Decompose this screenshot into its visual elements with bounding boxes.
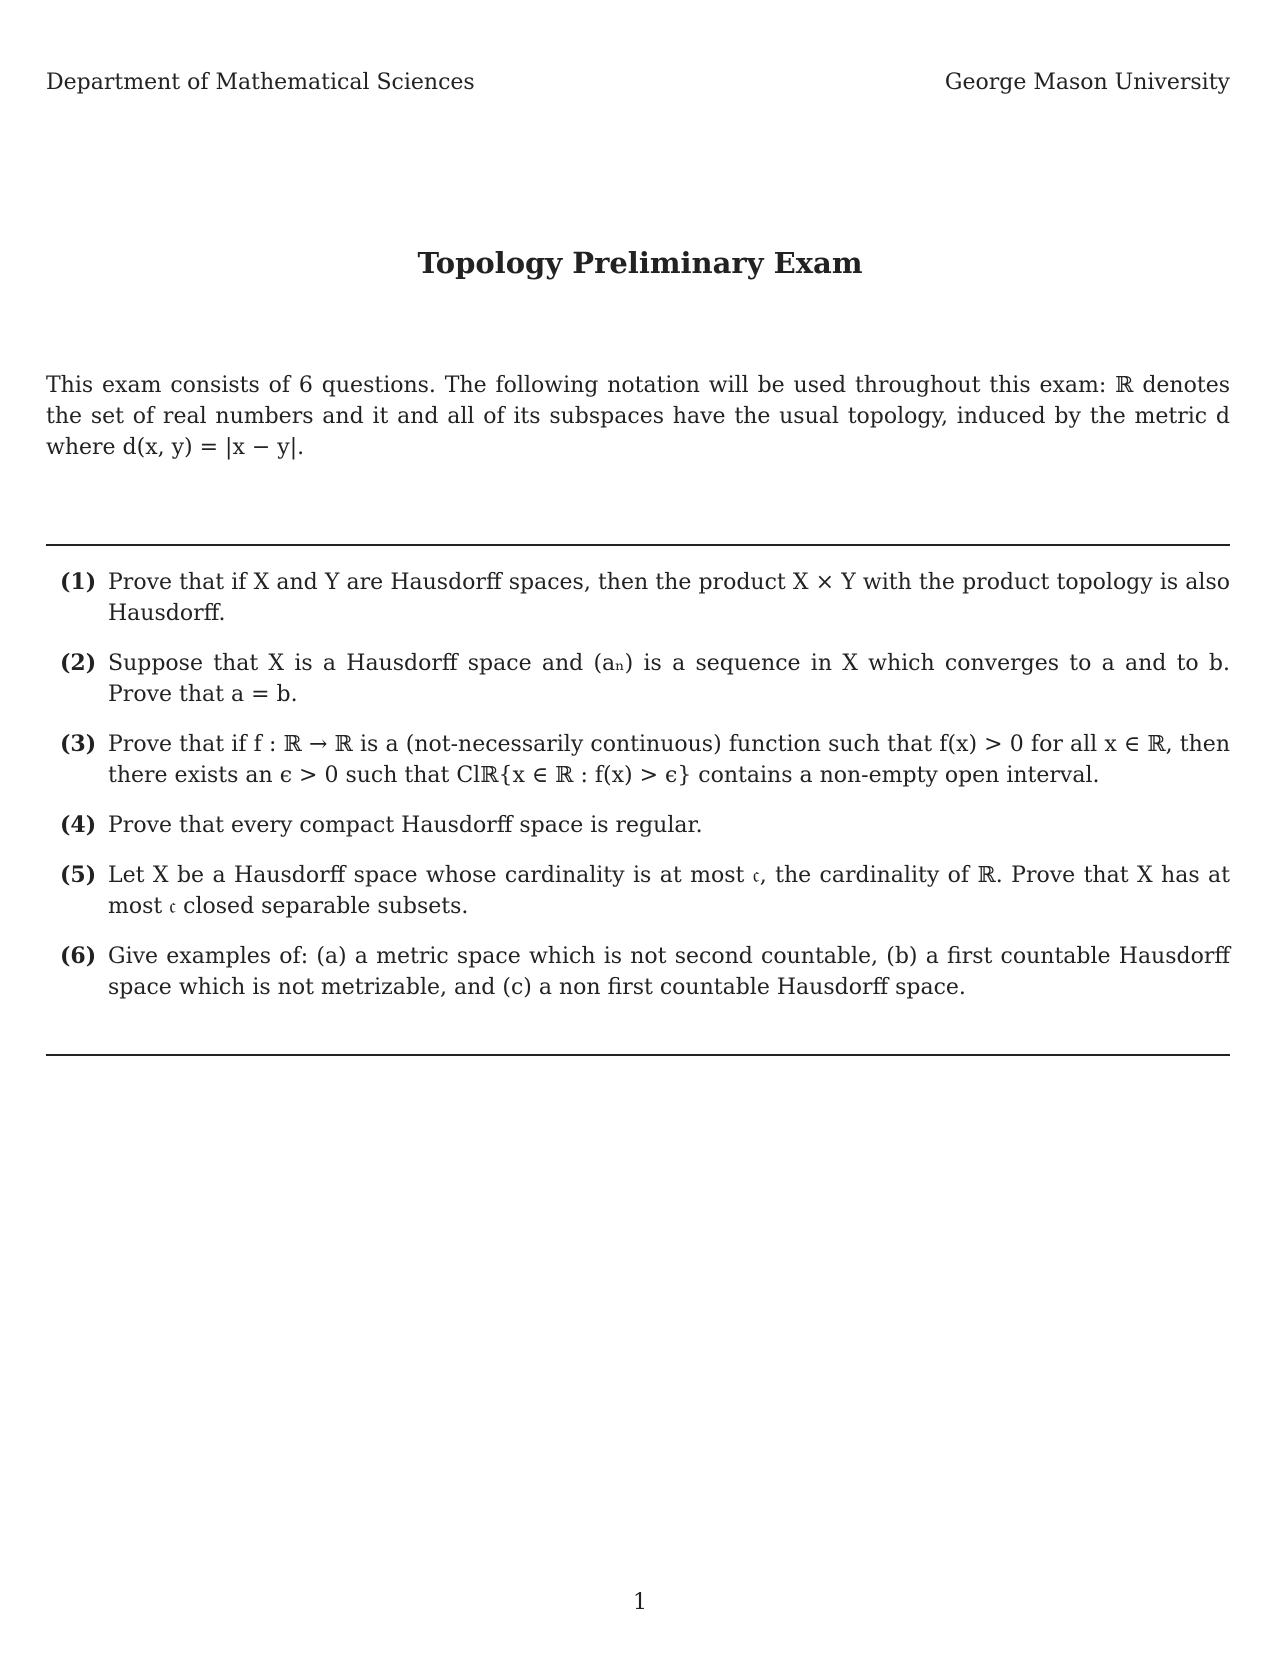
department-name: Department of Mathematical Sciences <box>46 70 475 95</box>
question-number: (4) <box>60 812 97 838</box>
question-2 <box>60 648 1230 710</box>
question-5 <box>60 860 1230 922</box>
question-3 <box>60 729 1230 791</box>
question-text: Prove that if f : ℝ → ℝ is a (not-necessarily continuous) function such that f(x) > 0 for all x ∈ ℝ, then there exists an ϵ > 0 such that Clℝ{x ∈ ℝ : f(x) > ϵ} contains a non-empty open interval. <box>108 732 1230 788</box>
question-6 <box>60 941 1230 1003</box>
question-text: Prove that if X and Y are Hausdorff spaces, then the product X × Y with the product topology is also Hausdorff. <box>108 570 1230 626</box>
question-text: Let X be a Hausdorff space whose cardinality is at most 𝔠, the cardinality of ℝ. Prove that X has at most 𝔠 closed separable subsets. <box>108 863 1230 919</box>
question-list <box>60 567 1230 1022</box>
intro-paragraph: This exam consists of 6 questions. The following notation will be used throughout this exam: ℝ denotes the set of real numbers and it and all of its subspaces have the usual topology, induced by the metric d where d(x, y) = |x − y|. <box>46 373 1230 460</box>
page-number: 1 <box>633 1590 647 1615</box>
question-4 <box>60 810 1230 841</box>
university-name: George Mason University <box>944 70 1230 95</box>
question-1 <box>60 567 1230 629</box>
bottom-divider <box>46 1054 1230 1056</box>
question-number: (2) <box>60 650 97 676</box>
question-number: (1) <box>60 569 97 595</box>
question-number: (6) <box>60 943 97 969</box>
question-text: Give examples of: (a) a metric space which is not second countable, (b) a first countable Hausdorff space which is not metrizable, and (c) a non first countable Hausdorff space. <box>108 944 1230 1000</box>
page-header <box>46 70 1230 95</box>
question-text: Prove that every compact Hausdorff space is regular. <box>108 813 703 838</box>
question-number: (5) <box>60 862 97 888</box>
question-number: (3) <box>60 731 97 757</box>
top-divider <box>46 544 1230 546</box>
question-text: Suppose that X is a Hausdorff space and (aₙ) is a sequence in X which converges to a and to b. Prove that a = b. <box>108 651 1230 707</box>
page-title: Topology Preliminary Exam <box>417 246 863 280</box>
